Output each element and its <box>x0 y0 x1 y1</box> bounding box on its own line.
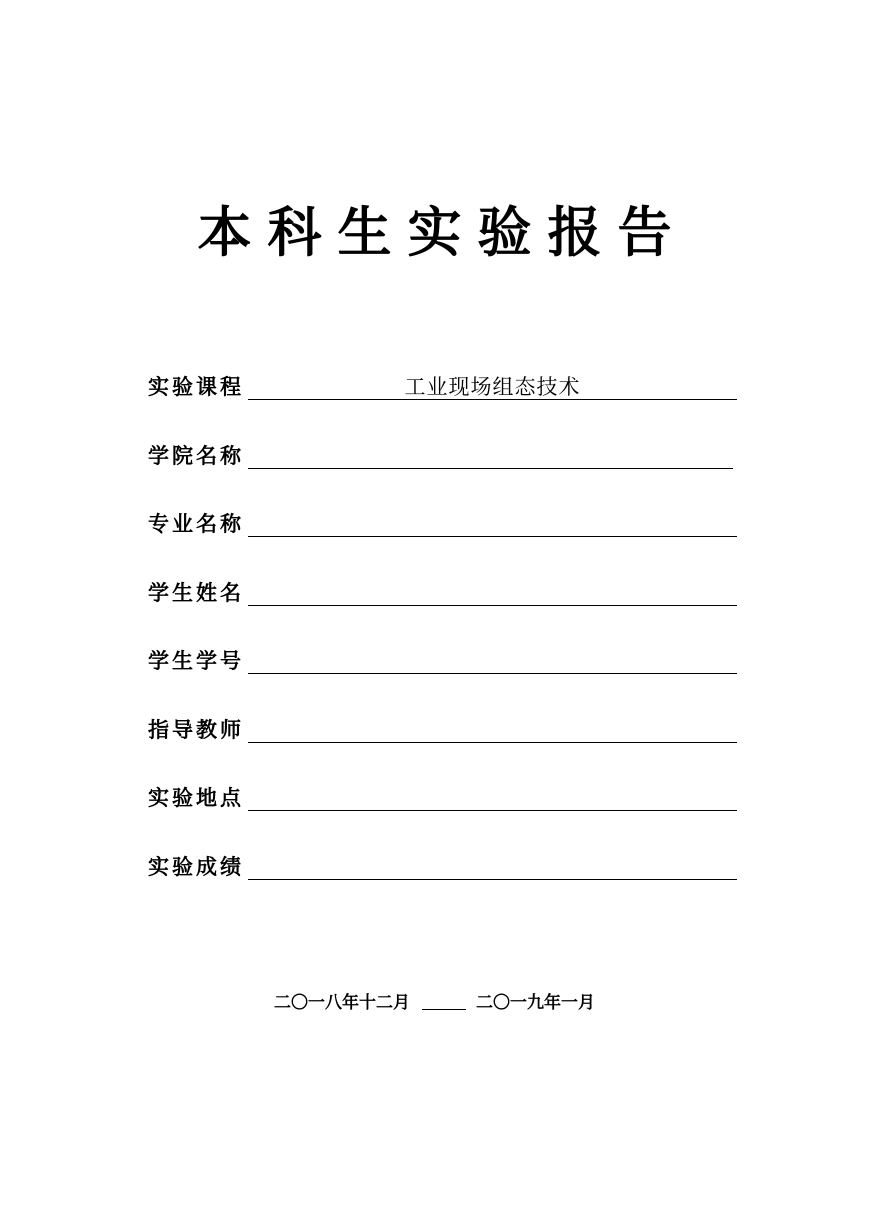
field-student-name <box>148 574 737 643</box>
field-label-college: 学院名称 <box>148 443 244 468</box>
date-end: 二〇一九年一月 <box>476 993 595 1013</box>
field-course <box>148 368 737 437</box>
field-label-student-id: 学生学号 <box>148 649 244 673</box>
field-underline-location <box>248 810 737 811</box>
field-label-location: 实验地点 <box>148 786 244 810</box>
field-label-student-name: 学生姓名 <box>148 580 244 605</box>
field-label-advisor: 指导教师 <box>148 717 244 742</box>
field-location <box>148 779 737 848</box>
field-underline-major <box>248 536 737 537</box>
field-label-course: 实验课程 <box>148 375 244 399</box>
field-major <box>148 505 737 574</box>
field-label-grade: 实验成绩 <box>148 854 244 879</box>
field-advisor <box>148 711 737 780</box>
field-underline-grade <box>248 879 737 880</box>
date-separator <box>422 1009 466 1010</box>
field-underline-college <box>248 468 733 469</box>
info-fields <box>148 368 737 916</box>
date-range <box>0 990 869 1016</box>
field-value-course: 工业现场组态技术 <box>404 375 581 399</box>
field-student-id <box>148 642 737 711</box>
field-underline-course <box>248 399 737 400</box>
field-underline-advisor <box>248 742 737 743</box>
report-title: 本科生实验报告 <box>197 201 688 264</box>
field-grade <box>148 848 737 917</box>
field-underline-student-id <box>248 673 737 674</box>
date-start: 二〇一八年十二月 <box>274 993 410 1013</box>
field-college <box>148 437 737 506</box>
field-underline-student-name <box>248 605 737 606</box>
field-label-major: 专业名称 <box>148 512 244 536</box>
